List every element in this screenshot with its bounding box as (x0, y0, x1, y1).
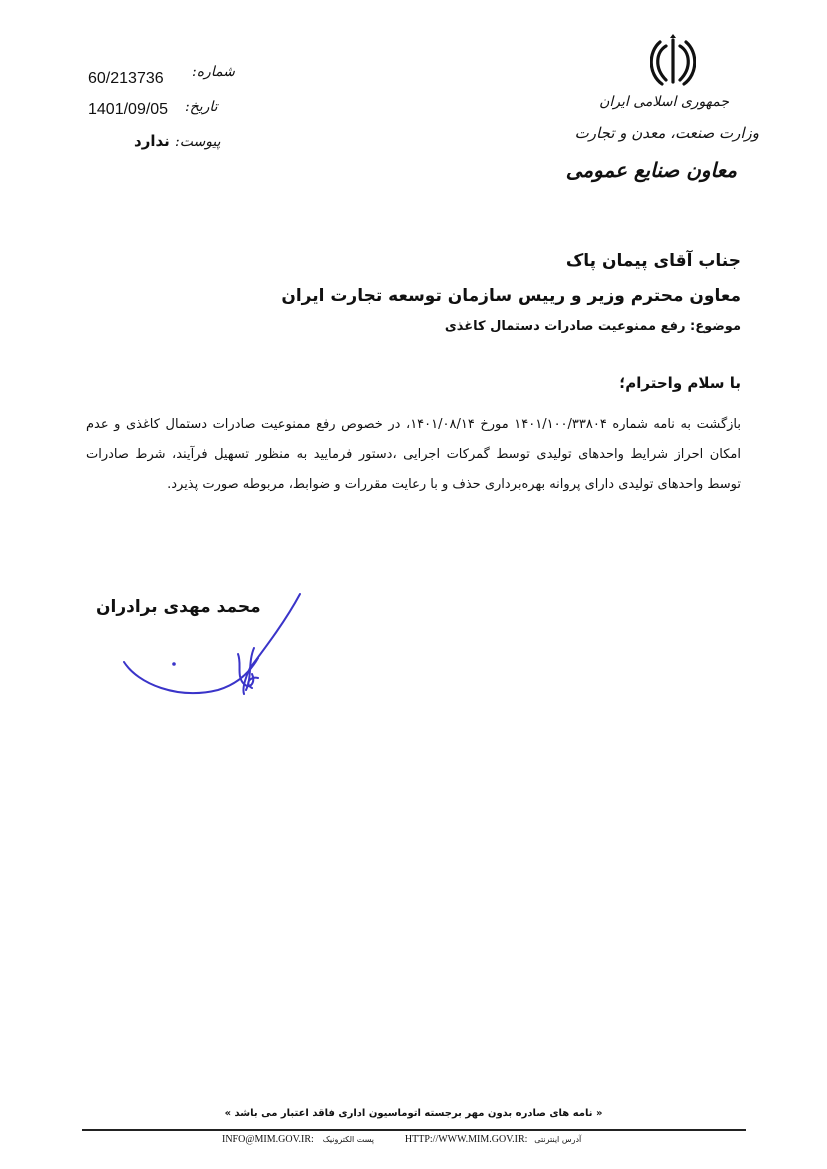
footer-email-label: پست الکترونیک (322, 1135, 375, 1144)
government-name: جمهوری اسلامی ایران (599, 94, 729, 110)
letter-date-label: تاریخ: (185, 99, 218, 115)
recipient-name: جناب آقای پیمان پاک (565, 251, 741, 271)
recipient-title: معاون محترم وزیر و رییس سازمان توسعه تجارت ایران (281, 286, 741, 306)
letter-subject: موضوع: رفع ممنوعیت صادرات دستمال کاغذی (444, 319, 741, 334)
footer-website-label: آدرس اینترنتی (534, 1135, 582, 1144)
letter-body: بازگشت به نامه شماره ۱۴۰۱/۱۰۰/۳۳۸۰۴ مورخ ۱۴۰۱/۰۸/۱۴، در خصوص رفع ممنوعیت صادرات دستمال کاغذی و عدم امکان احراز شرایط واحدهای تولیدی توسط گمرکات اجرایی ،دستور فرمایید به منظور تسهیل فرآیند، شرط صادرات توسط واحدهای تولیدی دارای پروانه بهره‌برداری حذف و با رعایت مقررات و ضوابط، مربوطه صورت پذیرد. (86, 417, 741, 492)
attachment-value: ندارد (134, 132, 170, 150)
footer-disclaimer: « نامه های صادره بدون مهر برجسته اتوماسیون اداری فاقد اعتبار می باشد » (224, 1108, 603, 1119)
footer-website[interactable]: HTTP://WWW.MIM.GOV.IR: (404, 1134, 528, 1145)
footer-divider (82, 1129, 746, 1131)
greeting: با سلام واحترام؛ (619, 374, 741, 392)
department-name: معاون صنایع عمومی (565, 158, 737, 182)
iran-emblem-icon (650, 34, 696, 88)
signer-name: محمد مهدی برادران (96, 597, 261, 617)
footer-email[interactable]: INFO@MIM.GOV.IR: (222, 1134, 314, 1145)
footer-contact (222, 1134, 581, 1145)
attachment-label: پیوست: (175, 134, 221, 150)
letter-number-value: 60/213736 (88, 70, 164, 87)
letter-date-value: 1401/09/05 (88, 101, 169, 118)
letter-number-label: شماره: (192, 64, 235, 80)
ministry-name: وزارت صنعت، معدن و تجارت (574, 124, 759, 142)
